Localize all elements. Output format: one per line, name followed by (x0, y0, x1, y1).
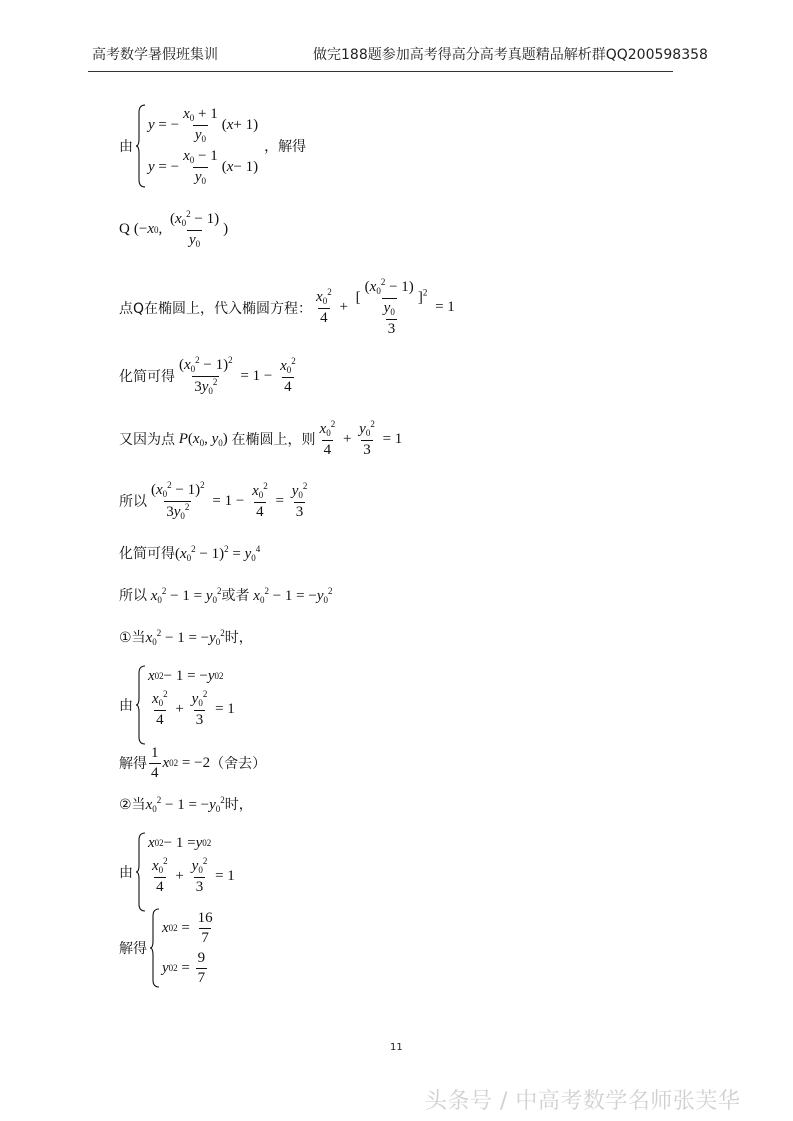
line-case-1: ①当 $x_0^2 - 1 = -y_0^2$ 时， (119, 627, 253, 647)
label-discard: （舍去） (210, 756, 267, 772)
line-point-p: 又因为点 $P(x_0$, $y_0$) 在椭圆上，则 $\frac{x_0^2}{4}$ + $\frac{y_0^2}{3}$ = 1 (119, 419, 403, 458)
label-you-2: 由 (119, 698, 133, 714)
equation-system-3: x 0 2 − 1 = y 0 2 $\frac{x_0^2}{4}$ + $\frac{y_0^2}{3}$ = 1 (135, 832, 235, 912)
equation-system-2: x 0 2 − 1 = − y 0 2 $\frac{x_0^2}{4}$ + $\frac{y_0^2}{3}$ = 1 (135, 665, 235, 745)
line-system-2 (119, 665, 235, 745)
line-solve-1: 解得 $\frac{1}{4}$ x 0 2 = −2 （舍去） (119, 745, 267, 781)
header-left: 高考数学暑假班集训 (92, 47, 218, 63)
line-solve-2 (119, 908, 217, 988)
line-system-1 (119, 104, 306, 188)
label-you-1: 由 (119, 139, 133, 155)
solution-system: x 0 2 = $\frac{16}{7}$ y 0 2 = $\frac{9}{7}$ (149, 908, 217, 988)
header-right: 做完188题参加高考得高分高考真题精品解析群QQ200598358 (313, 47, 708, 63)
label-solve-1: 解得 (119, 756, 147, 772)
label-case-1: ①当 (119, 630, 146, 646)
page-number: 11 (390, 1042, 403, 1053)
line-case-2: ②当 $x_0^2 - 1 = -y_0^2$ 时， (119, 794, 253, 814)
line-system-3 (119, 832, 235, 912)
left-brace-icon (135, 104, 146, 188)
label-case-2-when: 时， (224, 797, 253, 813)
label-therefore-2: 所以 (119, 588, 147, 604)
label-on-ellipse: 在椭圆上，则 (231, 432, 316, 449)
equation-system-1: y = − $\frac{x_0 + 1}{y_0}$ ( x + 1) y = − $\frac{x_0 - 1}{y_0}$ ( x − 1) (135, 104, 258, 188)
label-or: 或者 (221, 588, 250, 604)
label-case-2: ②当 (119, 797, 146, 813)
left-brace-icon (149, 908, 160, 988)
label-you-3: 由 (119, 865, 133, 881)
line-simplify-1: 化简可得 $\frac{(x_0^2 - 1)^2}{3y_0^2}$ = 1 − $\frac{x_0^2}{4}$ (119, 355, 296, 396)
label-therefore-1: 所以 (119, 494, 147, 511)
line-therefore-2: 所以 $x_0^2 - 1 = y_0^2$ 或者 $x_0^2 - 1 = -y_0^2$ (119, 585, 333, 605)
label-because: 又因为点 (119, 432, 175, 449)
line-point-q: Q (− x 0 , $\frac{(x_0^2 - 1)}{y_0}$ ) (119, 209, 229, 249)
label-simplify-1: 化简可得 (119, 369, 175, 386)
line-simplify-2: 化简可得 $(x_0^2 - 1)^2 = y_0^4$ (119, 543, 261, 563)
line-substitute: 点Q在椭圆上，代入椭圆方程： $\frac{x_0^2}{4}$ + [ $\frac{(x_0^2 - 1)}{y_0}$ ]$^2$ 3 = 1 (119, 277, 455, 337)
watermark: 头条号 / 中高考数学名师张芙华 (425, 1089, 741, 1114)
label-jiede-1: ，解得 (264, 139, 307, 155)
header-rule (88, 71, 673, 72)
label-substitute: 点Q在椭圆上，代入椭圆方程： (119, 300, 313, 317)
label-solve-2: 解得 (119, 941, 147, 957)
label-case-1-when: 时， (224, 630, 253, 646)
line-therefore-1: 所以 $\frac{(x_0^2 - 1)^2}{3y_0^2}$ = 1 − $\frac{x_0^2}{4}$ = $\frac{y_0^2}{3}$ (119, 480, 308, 521)
label-simplify-2: 化简可得 (119, 546, 175, 562)
left-brace-icon (135, 665, 146, 745)
left-brace-icon (135, 832, 146, 912)
